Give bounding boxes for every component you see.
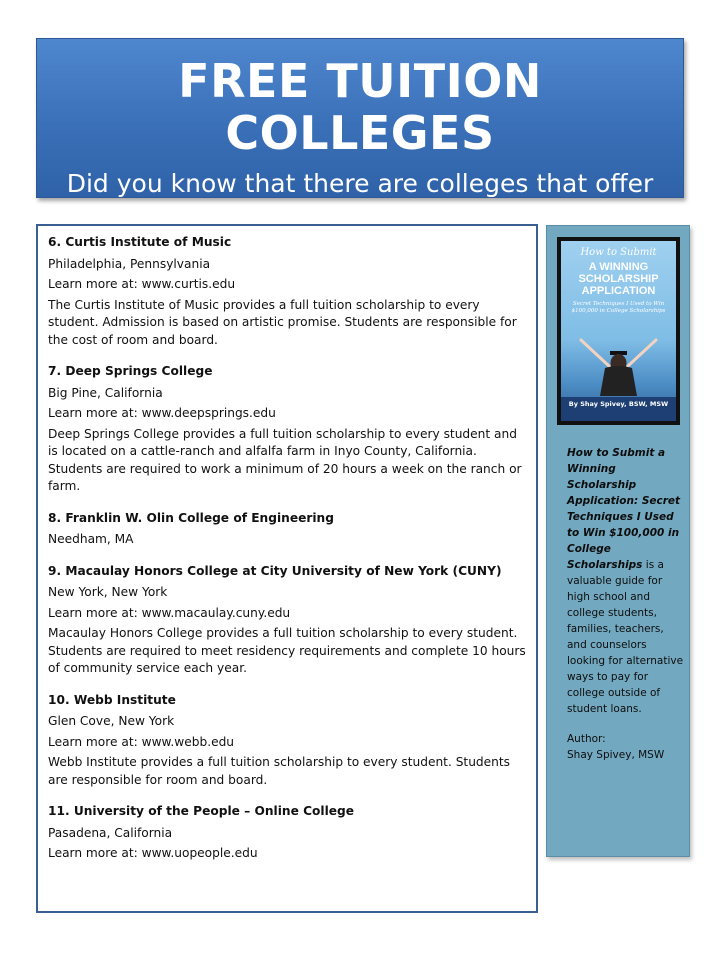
college-heading: 10. Webb Institute (48, 692, 176, 707)
college-description: Deep Springs College provides a full tuition scholarship to every student and is located on a cattle-ranch and alfalfa farm in Inyo County, California. Students are required to work a minimum of 20 hours a week on the ranch or farm. (48, 426, 522, 493)
college-location: Glen Cove, New York (48, 714, 175, 728)
college-heading: 11. University of the People – Online College (48, 804, 355, 818)
book-cover-author: By Shay Spivey, BSW, MSW (561, 397, 676, 421)
college-link: Learn more at: www.uopeople.edu (48, 846, 258, 860)
book-description: is a valuable guide for high school and college students, families, teachers, and counselors looking for alternative ways to pay for college outside of student loans. (567, 559, 684, 715)
college-description: Macaulay Honors College provides a full tuition scholarship to every student. Students are required to meet residency requirements and complete 10 hours of community service each year. (48, 626, 526, 675)
college-entry (48, 510, 526, 549)
college-list (36, 224, 538, 913)
college-description: Webb Institute provides a full tuition scholarship to every student. Students are responsible for room and board. (48, 755, 511, 787)
college-entry (48, 234, 526, 349)
college-location: Big Pine, California (48, 385, 163, 400)
college-location: Pasadena, California (48, 825, 173, 840)
book-cover-title: A WINNING SCHOLARSHIP APPLICATION (578, 261, 659, 297)
college-entry (48, 563, 526, 678)
college-heading: 6. Curtis Institute of Music (48, 235, 232, 249)
book-cover-how-to: How to Submit (580, 247, 657, 258)
author-name: Shay Spivey, MSW (567, 749, 665, 761)
college-link: Learn more at: www.deepsprings.edu (48, 406, 276, 420)
college-heading: 7. Deep Springs College (48, 364, 213, 378)
college-entry (48, 692, 526, 790)
page-subtitle: Did you know that there are colleges that offer FREE tuition in the U.S.? (66, 169, 654, 231)
author-label: Author: (567, 733, 606, 745)
college-link: Learn more at: www.curtis.edu (48, 277, 236, 291)
page-title: FREE TUITION COLLEGES (178, 54, 542, 160)
college-location: New York, New York (48, 585, 168, 599)
college-location: Philadelphia, Pennsylvania (48, 256, 211, 271)
book-cover-subtitle: Secret Techniques I Used to Win $100,000 in College Scholarships (571, 301, 666, 314)
book-title: How to Submit a Winning Scholarship Application: Secret Techniques I Used to Win $100,000 in College Scholarships (567, 447, 681, 571)
book-cover (557, 237, 680, 425)
college-description: The Curtis Institute of Music provides a full tuition scholarship to every student. Admission is based on artistic promise. Students are responsible for the cost of room and board. (48, 297, 517, 347)
college-heading: 8. Franklin W. Olin College of Engineering (48, 510, 334, 525)
graduate-figure-icon (561, 326, 676, 396)
book-cover-art (561, 241, 676, 421)
college-link: Learn more at: www.macaulay.cuny.edu (48, 605, 291, 620)
college-entry (48, 803, 526, 863)
college-heading: 9. Macaulay Honors College at City University of New York (CUNY) (48, 563, 502, 578)
college-entry (48, 363, 526, 496)
header-banner (36, 38, 684, 231)
college-link: Learn more at: www.webb.edu (48, 734, 235, 749)
book-blurb (567, 445, 685, 763)
college-location: Needham, MA (48, 532, 134, 546)
book-sidebar (546, 225, 690, 857)
